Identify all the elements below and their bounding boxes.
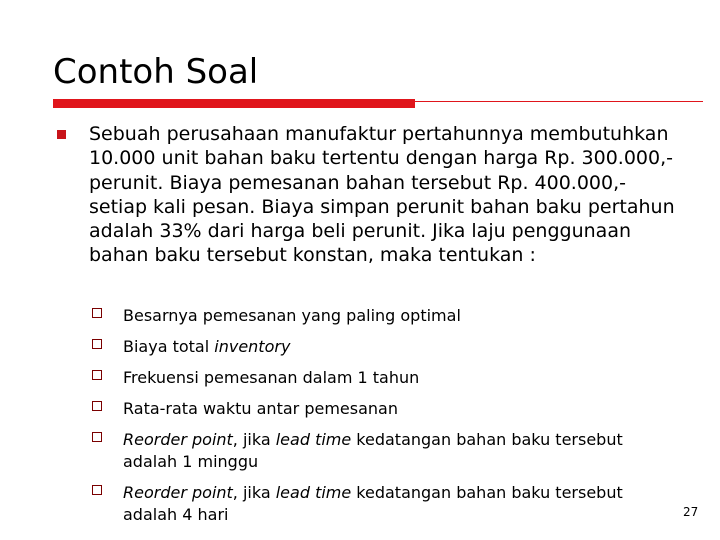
list-item-text (123, 429, 633, 473)
hollow-square-bullet-icon (92, 432, 102, 442)
hollow-square-bullet-icon (92, 485, 102, 495)
list-item-text: Frekuensi pemesanan dalam 1 tahun (123, 368, 420, 387)
hollow-square-bullet-icon (92, 308, 102, 318)
slide-title: Contoh Soal (53, 52, 259, 92)
problem-statement: Sebuah perusahaan manufaktur pertahunnya membutuhkan 10.000 unit bahan baku tertentu dengan harga Rp. 300.000,- perunit. Biaya pemesanan bahan tersebut Rp. 400.000,- setiap kali pesan. Biaya simpan perunit bahan baku pertahun adalah 33% dari harga beli perunit. Jika laju penggunaan bahan baku tersebut konstan, maka tentukan : (89, 123, 675, 267)
list-item-emphasis: lead time (275, 430, 352, 449)
square-bullet-icon (57, 130, 66, 139)
list-item-text-part: kedatangan bahan baku tersebut adalah 1 minggu (123, 430, 623, 471)
title-underline (53, 99, 703, 108)
list-item-emphasis: Reorder point (123, 483, 233, 502)
title-underline-bar (53, 99, 415, 108)
list-item-emphasis: inventory (214, 337, 291, 356)
list-item-text (123, 482, 633, 526)
hollow-square-bullet-icon (92, 370, 102, 380)
title-underline-line (415, 101, 703, 102)
list-item-text: Besarnya pemesanan yang paling optimal (123, 306, 461, 325)
list-item-text-part: , jika (232, 430, 276, 449)
list-item-text: Rata-rata waktu antar pemesanan (123, 399, 398, 418)
hollow-square-bullet-icon (92, 401, 102, 411)
page-number: 27 (683, 505, 699, 519)
list-item-text-part: , jika (232, 483, 276, 502)
list-item-emphasis: Reorder point (123, 430, 233, 449)
list-item-text-part: Biaya total (123, 337, 215, 356)
list-item-text (123, 336, 633, 358)
list-item-emphasis: lead time (275, 483, 352, 502)
list-item-text-part: kedatangan bahan baku tersebut adalah 4 hari (123, 483, 623, 524)
hollow-square-bullet-icon (92, 339, 102, 349)
